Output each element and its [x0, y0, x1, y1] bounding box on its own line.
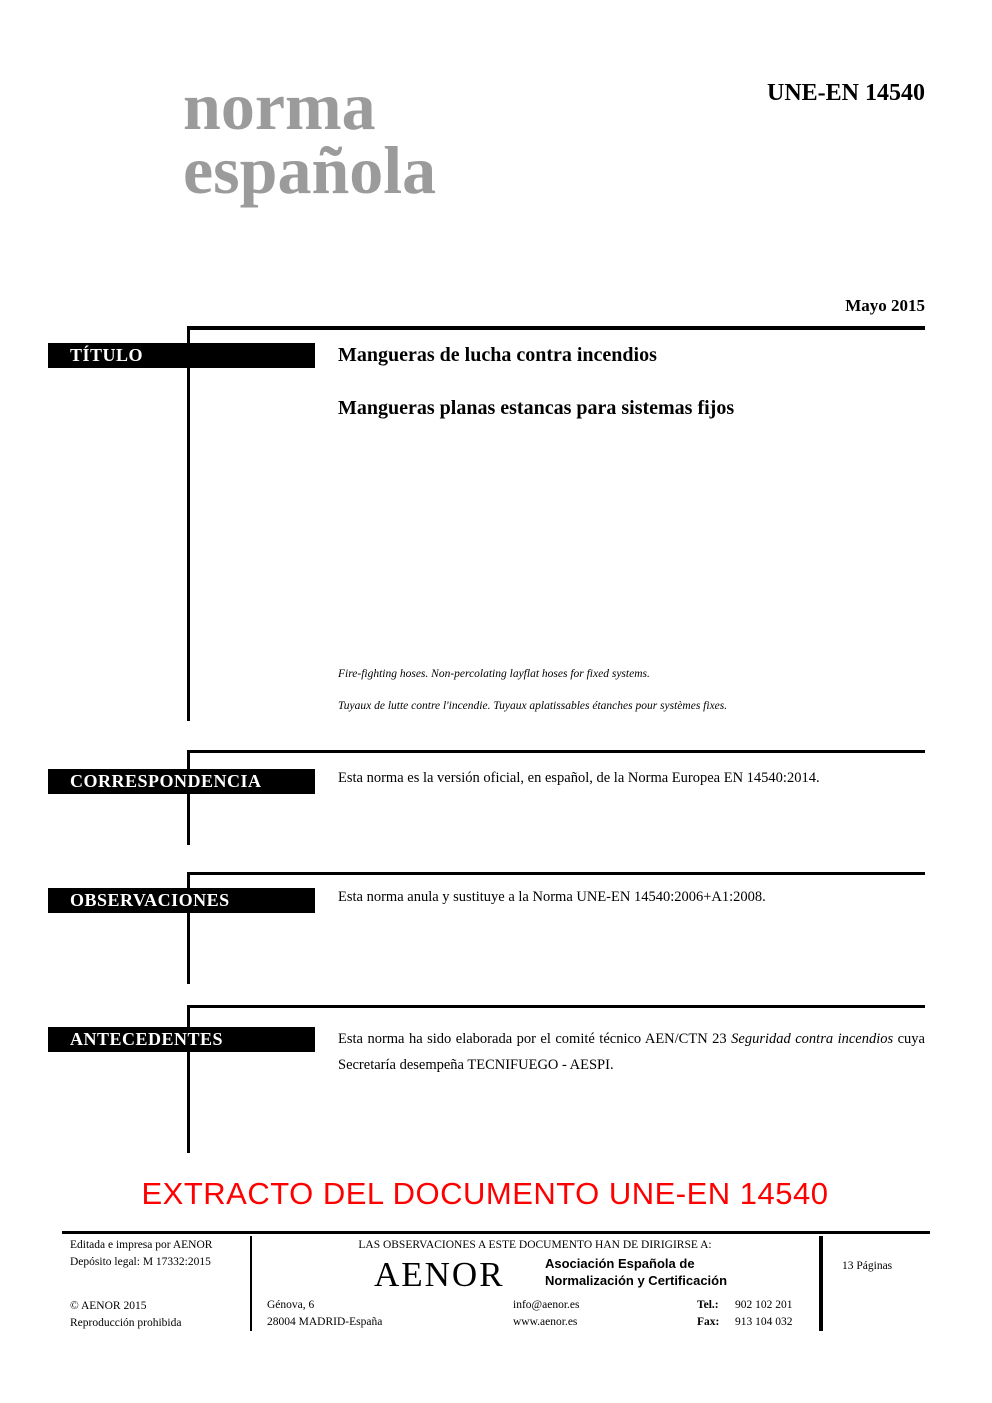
footer-reproduction: Reproducción prohibida [70, 1317, 182, 1329]
observaciones-text: Esta norma anula y sustituye a la Norma UNE-EN 14540:2006+A1:2008. [338, 889, 766, 905]
antecedentes-label: ANTECEDENTES [48, 1027, 315, 1052]
footer-page-count: 13 Páginas [842, 1260, 893, 1272]
footer-observations-notice: LAS OBSERVACIONES A ESTE DOCUMENTO HAN DE DIRIGIRSE A: [358, 1239, 712, 1251]
antecedentes-rule [188, 1005, 925, 1008]
footer-web-contact [513, 1297, 579, 1331]
correspondencia-rule [188, 750, 925, 753]
footer-tel-number: 902 102 201 [735, 1299, 793, 1311]
aenor-subtitle-line-1: Asociación Española de [545, 1256, 695, 1271]
footer-fax-number: 913 104 032 [735, 1316, 793, 1328]
footer-email: info@aenor.es [513, 1299, 580, 1311]
footer-imprint [70, 1237, 212, 1271]
title-translation-english: Fire-fighting hoses. Non-percolating layflat hoses for fixed systems. [338, 668, 650, 680]
footer-address-city: 28004 MADRID-España [267, 1316, 383, 1328]
titulo-label: TÍTULO [48, 343, 315, 368]
footer-website: www.aenor.es [513, 1316, 578, 1328]
footer-telfax [697, 1297, 793, 1331]
observaciones-rule [188, 872, 925, 875]
footer-address [267, 1297, 382, 1331]
correspondencia-text: Esta norma es la versión oficial, en español, de la Norma Europea EN 14540:2014. [338, 770, 820, 786]
antecedentes-text-italic: Seguridad contra incendios [731, 1031, 894, 1047]
aenor-logo: AENOR [374, 1255, 505, 1294]
footer-edited-by: Editada e impresa por AENOR [70, 1239, 213, 1251]
vertical-line-titulo [187, 326, 190, 721]
extract-banner: EXTRACTO DEL DOCUMENTO UNE-EN 14540 [141, 1176, 829, 1211]
footer-address-street: Génova, 6 [267, 1299, 315, 1311]
aenor-subtitle-line-2: Normalización y Certificación [545, 1272, 728, 1288]
correspondencia-label: CORRESPONDENCIA [48, 769, 315, 794]
title-line-2: Mangueras planas estancas para sistemas fijos [338, 397, 735, 419]
antecedentes-text [338, 1026, 925, 1078]
footer-copyright: © AENOR 2015 [70, 1300, 147, 1312]
logo-line-1: norma [183, 68, 376, 144]
footer-tel-label: Tel.: [697, 1299, 719, 1311]
antecedentes-text-part2: cuya Secretaría desempeña TECNIFUEGO - AESPI. [338, 1031, 925, 1073]
footer-fax-row [697, 1314, 793, 1331]
vertical-line-correspondencia [187, 750, 190, 845]
logo-line-2: española [183, 132, 437, 208]
publication-date: Mayo 2015 [845, 296, 925, 315]
antecedentes-text-part1: Esta norma ha sido elaborada por el comité técnico AEN/CTN 23 [338, 1031, 732, 1047]
footer-copyright-block [70, 1298, 181, 1332]
document-code: UNE-EN 14540 [766, 80, 925, 106]
footer-legal-deposit: Depósito legal: M 17332:2015 [70, 1256, 211, 1268]
norma-espanola-logo [183, 68, 437, 208]
title-translation-french: Tuyaux de lutte contre l'incendie. Tuyaux aplatissables étanches pour systèmes fixes. [338, 700, 728, 712]
footer-horizontal-rule [62, 1231, 930, 1234]
footer-divider-right [819, 1236, 823, 1331]
aenor-subtitle [545, 1256, 727, 1289]
footer-tel-row [697, 1297, 793, 1314]
footer-divider-left [250, 1236, 252, 1331]
top-horizontal-rule [188, 326, 925, 330]
footer-fax-label: Fax: [697, 1316, 720, 1328]
observaciones-label: OBSERVACIONES [48, 888, 315, 913]
title-line-1: Mangueras de lucha contra incendios [338, 344, 657, 366]
